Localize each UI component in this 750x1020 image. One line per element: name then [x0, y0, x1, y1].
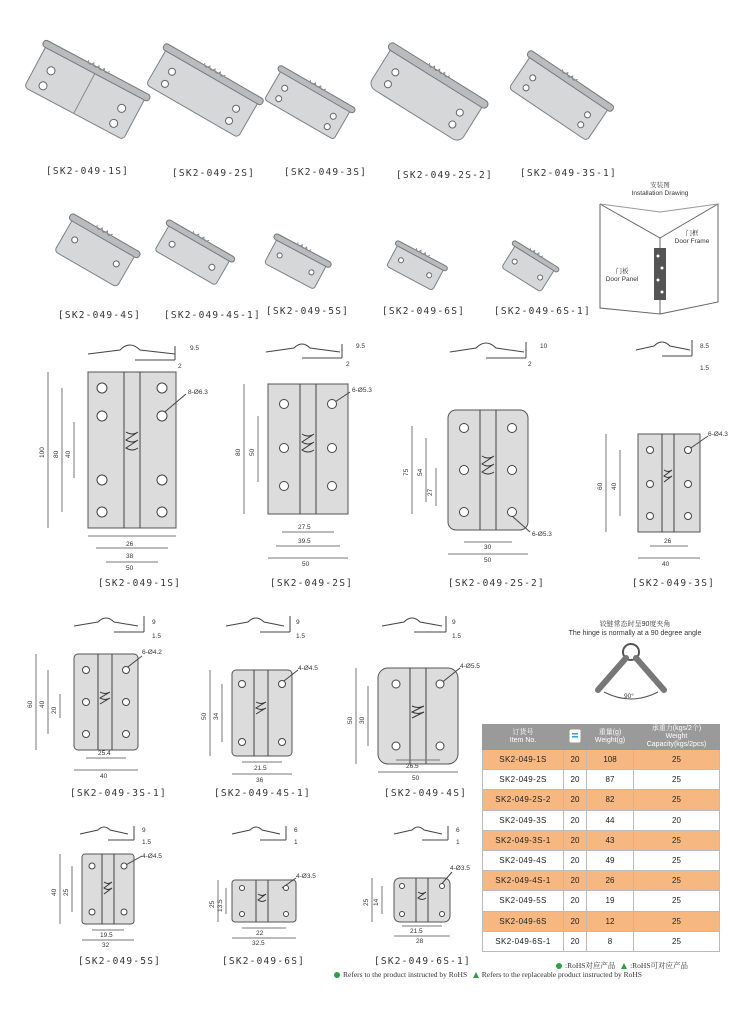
capacity-cell: 25: [634, 931, 720, 951]
dim-label: 50: [249, 448, 256, 456]
hole-spec: 8-Ø6.3: [188, 389, 208, 396]
drawing-caption: [SK2-049-2S]: [270, 578, 354, 589]
capacity-cell: 25: [634, 830, 720, 850]
photo-caption: [SK2-049-6S-1]: [494, 306, 591, 317]
table-row: [483, 931, 720, 951]
dim-label: 36: [256, 777, 264, 784]
dim-label: 10: [540, 343, 548, 350]
door-frame-label: 门框 Door Frame: [674, 230, 710, 245]
hinge-photo-sk2-049-4s-1: [148, 214, 238, 294]
weight-cell: 19: [587, 891, 634, 911]
capacity-cell: 25: [634, 891, 720, 911]
photo-caption: [SK2-049-5S]: [266, 306, 350, 317]
spec-table: [482, 724, 720, 952]
table-row: [483, 830, 720, 850]
technical-drawing-sk2-049-3s: [596, 336, 742, 572]
dim-label: 9: [142, 827, 146, 834]
dim-label: 50: [412, 775, 420, 782]
photo-caption: [SK2-049-1S]: [46, 166, 130, 177]
dim-label: 1.5: [152, 633, 162, 640]
dim-label: 1.5: [452, 633, 462, 640]
legend-row-en: [334, 970, 642, 979]
hinge-photo-sk2-049-5s: [258, 230, 334, 296]
dim-label: 80: [53, 450, 60, 458]
dim-label: 22: [256, 930, 264, 937]
photo-caption: [SK2-049-2S]: [172, 168, 256, 179]
capacity-cell: 25: [634, 790, 720, 810]
package-icon-header: [564, 725, 587, 750]
weight-header: 重量(g) Weight(g): [587, 725, 634, 750]
photo-caption: [SK2-049-2S-2]: [396, 170, 493, 181]
hinge-photo-sk2-049-2s: [138, 42, 268, 142]
dim-label: 25: [63, 888, 70, 896]
item-cell: SK2-049-4S: [483, 850, 564, 870]
dim-label: 1: [456, 839, 460, 846]
hole-spec: 6-Ø5.3: [352, 387, 372, 394]
dim-label: 21.5: [410, 928, 423, 935]
table-row: [483, 810, 720, 830]
installation-title: 安装图 Installation Drawing: [631, 182, 689, 197]
technical-drawing-sk2-049-2s: [222, 336, 392, 568]
dim-label: 2: [346, 361, 350, 368]
dim-label: 14: [373, 898, 380, 906]
dim-label: 32: [102, 942, 110, 949]
technical-drawing-sk2-049-5s: [50, 820, 184, 948]
dim-label: 40: [51, 888, 58, 896]
technical-drawing-sk2-049-6s: [210, 822, 330, 946]
capacity-cell: 25: [634, 871, 720, 891]
dim-label: 27.5: [298, 524, 311, 531]
dim-label: 50: [126, 565, 134, 572]
capacity-cell: 25: [634, 850, 720, 870]
drawing-caption: [SK2-049-5S]: [78, 956, 162, 967]
legend-rohs-cn: :RoHS对应产品: [565, 961, 616, 970]
dim-label: 25: [209, 900, 216, 908]
drawing-caption: [SK2-049-6S]: [222, 956, 306, 967]
table-header-row: [483, 725, 720, 750]
dim-label: 2: [528, 361, 532, 368]
hole-spec: 6-Ø4.3: [708, 431, 728, 438]
hinge-photo-sk2-049-2s-2: [360, 40, 492, 150]
hole-spec: 4-Ø4.5: [298, 665, 318, 672]
dim-label: 9: [452, 619, 456, 626]
drawing-caption: [SK2-049-1S]: [98, 578, 182, 589]
table-row: [483, 850, 720, 870]
dim-label: 9: [152, 619, 156, 626]
pack-cell: 20: [564, 931, 587, 951]
dim-label: 19.5: [100, 932, 113, 939]
capacity-cell: 25: [634, 911, 720, 931]
dim-label: 75: [403, 468, 410, 476]
technical-drawing-sk2-049-3s-1: [24, 612, 184, 784]
dim-label: 39.5: [298, 538, 311, 545]
item-cell: SK2-049-5S: [483, 891, 564, 911]
hole-spec: 6-Ø5.3: [532, 531, 552, 538]
dim-label: 9: [296, 619, 300, 626]
pack-cell: 20: [564, 770, 587, 790]
weight-cell: 43: [587, 830, 634, 850]
dim-label: 34: [213, 712, 220, 720]
dim-label: 50: [347, 716, 354, 724]
dim-label: 25: [363, 898, 370, 906]
dim-label: 40: [100, 773, 108, 780]
pack-cell: 20: [564, 871, 587, 891]
dim-label: 26.5: [406, 763, 419, 770]
legend-replaceable-en: Refers to the replaceable product instructed by RoHS: [481, 970, 642, 979]
dim-label: 9.5: [356, 343, 366, 350]
item-cell: SK2-049-3S: [483, 810, 564, 830]
weight-cell: 26: [587, 871, 634, 891]
item-cell: SK2-049-2S-2: [483, 790, 564, 810]
table-row: [483, 911, 720, 931]
dim-label: 40: [65, 450, 72, 458]
pack-cell: 20: [564, 810, 587, 830]
dim-label: 30: [484, 544, 492, 551]
item-cell: SK2-049-6S: [483, 911, 564, 931]
table-row: [483, 750, 720, 770]
item-cell: SK2-049-3S-1: [483, 830, 564, 850]
hinge-photo-sk2-049-3s: [256, 62, 360, 146]
dim-label: 40: [662, 561, 670, 568]
drawing-caption: [SK2-049-4S]: [384, 788, 468, 799]
package-icon: [569, 729, 581, 743]
dim-label: 1.5: [296, 633, 306, 640]
hole-spec: 4-Ø3.5: [296, 873, 316, 880]
technical-drawing-sk2-049-6s-1: [358, 822, 482, 946]
replaceable-triangle-icon: [473, 972, 479, 978]
dim-label: 50: [201, 712, 208, 720]
table-row: [483, 891, 720, 911]
dim-label: 13.5: [217, 899, 224, 912]
weight-cell: 49: [587, 850, 634, 870]
dim-label: 21.5: [254, 765, 267, 772]
drawing-caption: [SK2-049-3S]: [632, 578, 716, 589]
angle-diagram: [586, 640, 676, 702]
dim-label: 1.5: [142, 839, 152, 846]
drawing-caption: [SK2-049-2S-2]: [448, 578, 545, 589]
photo-caption: [SK2-049-4S-1]: [164, 310, 261, 321]
table-row: [483, 770, 720, 790]
technical-drawing-sk2-049-4s-1: [196, 612, 346, 784]
dim-label: 6: [456, 827, 460, 834]
installation-drawing: [598, 198, 722, 318]
dim-label: 8.5: [700, 343, 710, 350]
dim-label: 40: [611, 482, 618, 490]
dim-label: 50: [302, 561, 310, 568]
dim-label: 9.5: [190, 345, 200, 352]
hinge-photo-sk2-049-6s-1: [496, 236, 562, 298]
drawing-caption: [SK2-049-6S-1]: [374, 956, 471, 967]
technical-drawing-sk2-049-1s: [40, 336, 215, 572]
weight-cell: 82: [587, 790, 634, 810]
dim-label: 50: [484, 557, 492, 564]
dim-label: 60: [597, 482, 604, 490]
door-panel-label: 门板 Door Panel: [605, 268, 639, 283]
capacity-header: 承重力(kgs/2个) Weight Capacity(kgs/2pcs): [634, 725, 720, 750]
hole-spec: 6-Ø4.2: [142, 649, 162, 656]
dim-label: 26: [126, 541, 134, 548]
pack-cell: 20: [564, 911, 587, 931]
dim-label: 30: [359, 716, 366, 724]
dim-label: 100: [39, 447, 46, 458]
dim-label: 26: [664, 538, 672, 545]
item-cell: SK2-049-1S: [483, 750, 564, 770]
weight-cell: 8: [587, 931, 634, 951]
dim-label: 2: [178, 363, 182, 370]
hole-spec: 4-Ø4.5: [142, 853, 162, 860]
hinge-photo-sk2-049-3s-1: [500, 48, 618, 148]
dim-label: 20: [51, 706, 58, 714]
dim-label: 40: [39, 700, 46, 708]
dim-label: 6: [294, 827, 298, 834]
dim-label: 38: [126, 553, 134, 560]
item-cell: SK2-049-6S-1: [483, 931, 564, 951]
weight-cell: 12: [587, 911, 634, 931]
photo-caption: [SK2-049-3S]: [284, 167, 368, 178]
photo-caption: [SK2-049-6S]: [382, 306, 466, 317]
pack-cell: 20: [564, 830, 587, 850]
pack-cell: 20: [564, 750, 587, 770]
dim-label: 1.5: [700, 365, 710, 372]
capacity-cell: 25: [634, 770, 720, 790]
dim-label: 54: [417, 468, 424, 476]
photo-caption: [SK2-049-4S]: [58, 310, 142, 321]
weight-cell: 44: [587, 810, 634, 830]
table-row: [483, 871, 720, 891]
drawing-caption: [SK2-049-3S-1]: [70, 788, 167, 799]
hinge-photo-sk2-049-4s: [48, 206, 144, 296]
hinge-photo-sk2-049-6s: [382, 236, 450, 296]
angle-note: 铰链常态时呈90度夹角 The hinge is normally at a 90 degree angle: [568, 621, 702, 637]
dim-label: 27: [427, 488, 434, 496]
item-cell: SK2-049-2S: [483, 770, 564, 790]
photo-caption: [SK2-049-3S-1]: [520, 168, 617, 179]
table-row: [483, 790, 720, 810]
technical-drawing-sk2-049-2s-2: [400, 336, 572, 568]
dim-label: 60: [27, 700, 34, 708]
weight-cell: 108: [587, 750, 634, 770]
dim-label: 28: [416, 938, 424, 945]
dim-label: 25.4: [98, 750, 111, 757]
dim-label: 32.5: [252, 940, 265, 947]
rohs-dot-icon: [556, 963, 562, 969]
replaceable-triangle-icon: [621, 963, 627, 969]
hole-spec: 4-Ø3.5: [450, 865, 470, 872]
dim-label: 80: [235, 448, 242, 456]
capacity-cell: 25: [634, 750, 720, 770]
weight-cell: 87: [587, 770, 634, 790]
dim-label: 1: [294, 839, 298, 846]
technical-drawing-sk2-049-4s: [342, 612, 502, 784]
item-cell: SK2-049-4S-1: [483, 871, 564, 891]
legend-replaceable-cn: :RoHS可对应产品: [630, 961, 688, 970]
item-header: 订货号 Item No.: [483, 725, 564, 750]
legend-rohs-en: Refers to the product instructed by RoHS: [343, 970, 468, 979]
pack-cell: 20: [564, 891, 587, 911]
pack-cell: 20: [564, 850, 587, 870]
pack-cell: 20: [564, 790, 587, 810]
capacity-cell: 20: [634, 810, 720, 830]
rohs-dot-icon: [334, 972, 340, 978]
hinge-photo-sk2-049-1s: [14, 34, 154, 152]
drawing-caption: [SK2-049-4S-1]: [214, 788, 311, 799]
angle-value: 90°: [624, 693, 634, 700]
hole-spec: 4-Ø5.5: [460, 663, 480, 670]
